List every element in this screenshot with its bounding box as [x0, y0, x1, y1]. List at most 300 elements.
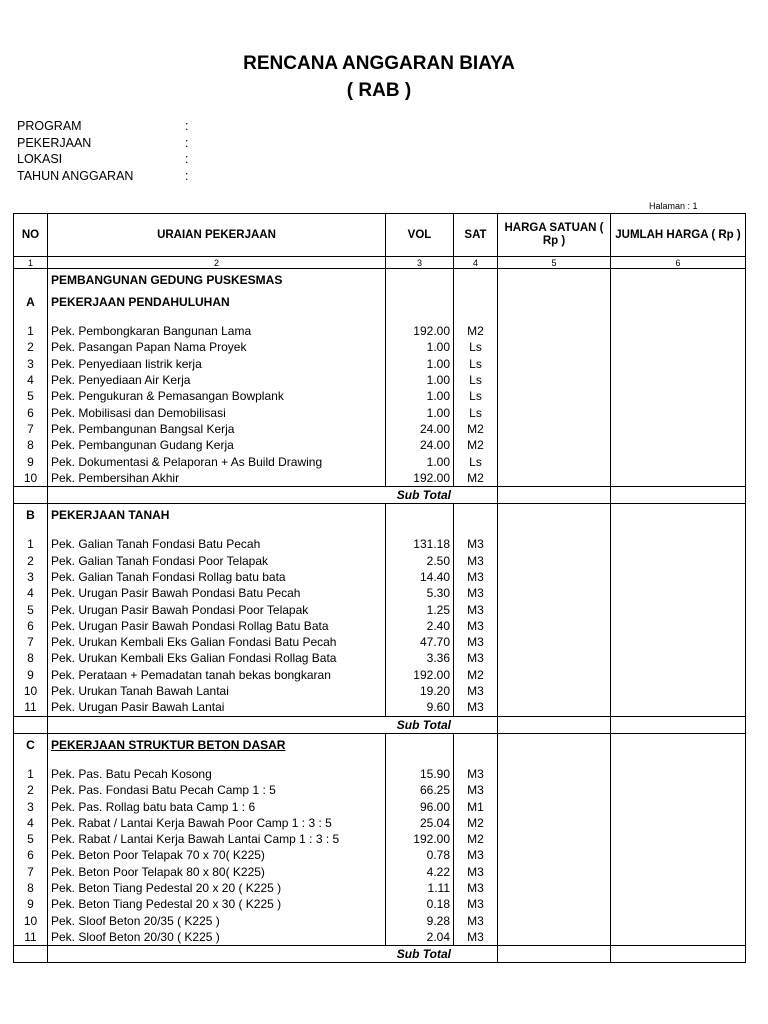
header-sat: SAT — [454, 214, 498, 257]
table-row — [14, 601, 746, 617]
rab-table — [13, 213, 746, 963]
item-description: Pek. Mobilisasi dan Demobilisasi — [48, 404, 386, 420]
empty-cell — [498, 504, 611, 527]
table-row — [14, 913, 746, 929]
item-volume: 192.00 — [386, 323, 454, 339]
item-jumlah-harga — [611, 880, 746, 896]
item-no: 7 — [14, 864, 48, 880]
item-volume: 3.36 — [386, 650, 454, 666]
item-description: Pek. Urukan Tanah Bawah Lantai — [48, 683, 386, 699]
section-code: C — [14, 733, 48, 756]
info-separator: : — [185, 119, 189, 133]
item-jumlah-harga — [611, 388, 746, 404]
header-no: NO — [14, 214, 48, 257]
empty-cell — [48, 526, 386, 536]
item-description: Pek. Pas. Rollag batu bata Camp 1 : 6 — [48, 798, 386, 814]
item-no: 10 — [14, 913, 48, 929]
item-jumlah-harga — [611, 798, 746, 814]
empty-cell — [454, 756, 498, 766]
empty-cell — [611, 504, 746, 527]
item-jumlah-harga — [611, 650, 746, 666]
subtotal-label: Sub Total — [48, 486, 498, 503]
spacer-row — [14, 526, 746, 536]
item-harga-satuan — [498, 388, 611, 404]
item-description: Pek. Pembangunan Bangsal Kerja — [48, 421, 386, 437]
item-unit: M3 — [454, 929, 498, 946]
empty-cell — [498, 756, 611, 766]
item-jumlah-harga — [611, 766, 746, 782]
item-volume: 9.28 — [386, 913, 454, 929]
item-description: Pek. Galian Tanah Fondasi Rollag batu bata — [48, 569, 386, 585]
item-unit: Ls — [454, 339, 498, 355]
item-unit: M3 — [454, 683, 498, 699]
table-row — [14, 864, 746, 880]
info-separator: : — [185, 152, 189, 166]
item-jumlah-harga — [611, 323, 746, 339]
empty-cell — [454, 504, 498, 527]
item-no: 4 — [14, 585, 48, 601]
item-no: 1 — [14, 766, 48, 782]
item-no: 2 — [14, 339, 48, 355]
section-header-row — [14, 733, 746, 756]
item-no: 7 — [14, 634, 48, 650]
item-harga-satuan — [498, 569, 611, 585]
item-description: Pek. Dokumentasi & Pelaporan + As Build Drawing — [48, 453, 386, 469]
item-harga-satuan — [498, 404, 611, 420]
empty-cell — [611, 756, 746, 766]
subtotal-row — [14, 716, 746, 733]
rab-table-body — [14, 214, 746, 963]
empty-cell — [386, 291, 454, 313]
item-unit: M1 — [454, 798, 498, 814]
item-no: 3 — [14, 356, 48, 372]
table-row — [14, 766, 746, 782]
item-description: Pek. Rabat / Lantai Kerja Bawah Poor Camp 1 : 3 : 5 — [48, 815, 386, 831]
item-volume: 24.00 — [386, 437, 454, 453]
item-harga-satuan — [498, 372, 611, 388]
item-description: Pek. Urukan Kembali Eks Galian Fondasi Batu Pecah — [48, 634, 386, 650]
table-row — [14, 536, 746, 552]
section-header-row — [14, 291, 746, 313]
item-description: Pek. Urugan Pasir Bawah Pondasi Batu Pecah — [48, 585, 386, 601]
item-unit: M3 — [454, 766, 498, 782]
table-row — [14, 388, 746, 404]
item-unit: M3 — [454, 699, 498, 716]
item-volume: 5.30 — [386, 585, 454, 601]
item-harga-satuan — [498, 356, 611, 372]
item-harga-satuan — [498, 470, 611, 487]
empty-cell — [386, 313, 454, 323]
item-volume: 0.18 — [386, 896, 454, 912]
table-row — [14, 683, 746, 699]
item-harga-satuan — [498, 766, 611, 782]
item-description: Pek. Rabat / Lantai Kerja Bawah Lantai Camp 1 : 3 : 5 — [48, 831, 386, 847]
item-description: Pek. Sloof Beton 20/30 ( K225 ) — [48, 929, 386, 946]
item-unit: Ls — [454, 356, 498, 372]
table-row — [14, 372, 746, 388]
item-no: 5 — [14, 601, 48, 617]
item-jumlah-harga — [611, 667, 746, 683]
empty-cell — [386, 526, 454, 536]
item-unit: Ls — [454, 404, 498, 420]
item-no: 1 — [14, 536, 48, 552]
item-description: Pek. Urugan Pasir Bawah Lantai — [48, 699, 386, 716]
item-no: 5 — [14, 831, 48, 847]
item-harga-satuan — [498, 618, 611, 634]
table-row — [14, 798, 746, 814]
table-row — [14, 585, 746, 601]
item-volume: 1.00 — [386, 372, 454, 388]
header-vol: VOL — [386, 214, 454, 257]
item-no: 3 — [14, 798, 48, 814]
item-jumlah-harga — [611, 470, 746, 487]
item-description: Pek. Pas. Batu Pecah Kosong — [48, 766, 386, 782]
table-row — [14, 470, 746, 487]
item-jumlah-harga — [611, 847, 746, 863]
header-uraian: URAIAN PEKERJAAN — [48, 214, 386, 257]
item-jumlah-harga — [611, 536, 746, 552]
item-harga-satuan — [498, 847, 611, 863]
empty-cell — [14, 486, 48, 503]
subtotal-jumlah-harga — [611, 946, 746, 963]
item-jumlah-harga — [611, 782, 746, 798]
item-description: Pek. Pembangunan Gudang Kerja — [48, 437, 386, 453]
item-unit: M2 — [454, 831, 498, 847]
item-harga-satuan — [498, 667, 611, 683]
item-harga-satuan — [498, 815, 611, 831]
info-label: PEKERJAAN — [17, 135, 92, 150]
section-title: PEKERJAAN STRUKTUR BETON DASAR — [48, 733, 386, 756]
empty-cell — [454, 313, 498, 323]
table-row — [14, 650, 746, 666]
item-unit: M2 — [454, 421, 498, 437]
item-no: 10 — [14, 683, 48, 699]
item-harga-satuan — [498, 421, 611, 437]
item-harga-satuan — [498, 913, 611, 929]
item-no: 1 — [14, 323, 48, 339]
column-number-row — [14, 257, 746, 269]
item-volume: 1.00 — [386, 339, 454, 355]
item-harga-satuan — [498, 553, 611, 569]
item-harga-satuan — [498, 339, 611, 355]
item-unit: M2 — [454, 437, 498, 453]
col-number: 2 — [48, 257, 386, 269]
spacer-row — [14, 756, 746, 766]
empty-cell — [386, 504, 454, 527]
col-number: 4 — [454, 257, 498, 269]
table-row — [14, 815, 746, 831]
info-label: TAHUN ANGGARAN — [17, 168, 134, 183]
item-description: Pek. Beton Poor Telapak 70 x 70( K225) — [48, 847, 386, 863]
section-title: PEKERJAAN PENDAHULUHAN — [48, 291, 386, 313]
info-row-tahun-anggaran — [17, 168, 195, 185]
table-row — [14, 831, 746, 847]
empty-cell — [454, 291, 498, 313]
item-volume: 24.00 — [386, 421, 454, 437]
subtotal-row — [14, 486, 746, 503]
item-jumlah-harga — [611, 356, 746, 372]
section-code: B — [14, 504, 48, 527]
table-row — [14, 667, 746, 683]
item-jumlah-harga — [611, 421, 746, 437]
item-unit: M2 — [454, 323, 498, 339]
item-no: 5 — [14, 388, 48, 404]
empty-cell — [454, 526, 498, 536]
empty-cell — [611, 313, 746, 323]
item-harga-satuan — [498, 601, 611, 617]
empty-cell — [48, 756, 386, 766]
item-unit: M3 — [454, 650, 498, 666]
item-unit: M3 — [454, 913, 498, 929]
item-unit: M2 — [454, 470, 498, 487]
empty-cell — [498, 291, 611, 313]
empty-cell — [14, 716, 48, 733]
info-label: PROGRAM — [17, 119, 82, 133]
item-harga-satuan — [498, 782, 611, 798]
item-harga-satuan — [498, 864, 611, 880]
item-jumlah-harga — [611, 831, 746, 847]
item-unit: Ls — [454, 388, 498, 404]
item-harga-satuan — [498, 585, 611, 601]
table-row — [14, 880, 746, 896]
item-jumlah-harga — [611, 585, 746, 601]
empty-cell — [611, 526, 746, 536]
item-unit: M3 — [454, 634, 498, 650]
project-title: PEMBANGUNAN GEDUNG PUSKESMAS — [48, 269, 386, 292]
table-row — [14, 356, 746, 372]
item-volume: 2.40 — [386, 618, 454, 634]
item-volume: 96.00 — [386, 798, 454, 814]
item-description: Pek. Penyediaan listrik kerja — [48, 356, 386, 372]
item-unit: M3 — [454, 553, 498, 569]
empty-cell — [498, 526, 611, 536]
item-jumlah-harga — [611, 437, 746, 453]
item-volume: 25.04 — [386, 815, 454, 831]
header-jumlah-harga: JUMLAH HARGA ( Rp ) — [611, 214, 746, 257]
item-jumlah-harga — [611, 864, 746, 880]
item-volume: 1.25 — [386, 601, 454, 617]
spacer-row — [14, 313, 746, 323]
item-no: 4 — [14, 372, 48, 388]
item-description: Pek. Pembersihan Akhir — [48, 470, 386, 487]
subtotal-harga-satuan — [498, 946, 611, 963]
table-row — [14, 699, 746, 716]
item-volume: 131.18 — [386, 536, 454, 552]
item-volume: 1.11 — [386, 880, 454, 896]
table-row — [14, 404, 746, 420]
item-no: 9 — [14, 667, 48, 683]
item-unit: M3 — [454, 585, 498, 601]
item-harga-satuan — [498, 929, 611, 946]
item-volume: 14.40 — [386, 569, 454, 585]
table-row — [14, 453, 746, 469]
empty-cell — [48, 313, 386, 323]
empty-cell — [14, 313, 48, 323]
item-harga-satuan — [498, 634, 611, 650]
item-harga-satuan — [498, 650, 611, 666]
item-jumlah-harga — [611, 929, 746, 946]
empty-cell — [386, 756, 454, 766]
item-unit: M3 — [454, 536, 498, 552]
item-no: 8 — [14, 437, 48, 453]
empty-cell — [611, 733, 746, 756]
item-description: Pek. Urugan Pasir Bawah Pondasi Rollag Batu Bata — [48, 618, 386, 634]
item-volume: 1.00 — [386, 453, 454, 469]
item-description: Pek. Beton Tiang Pedestal 20 x 20 ( K225 ) — [48, 880, 386, 896]
empty-cell — [611, 291, 746, 313]
empty-cell — [498, 313, 611, 323]
table-header-row — [14, 214, 746, 257]
item-volume: 0.78 — [386, 847, 454, 863]
info-row-lokasi — [17, 151, 195, 168]
item-description: Pek. Galian Tanah Fondasi Poor Telapak — [48, 553, 386, 569]
item-no: 6 — [14, 404, 48, 420]
table-row — [14, 437, 746, 453]
section-code: A — [14, 291, 48, 313]
table-row — [14, 847, 746, 863]
empty-cell — [498, 733, 611, 756]
item-jumlah-harga — [611, 913, 746, 929]
item-volume: 1.00 — [386, 356, 454, 372]
item-no: 6 — [14, 847, 48, 863]
item-volume: 1.00 — [386, 404, 454, 420]
info-row-program — [17, 118, 195, 135]
empty-cell — [14, 269, 48, 292]
item-jumlah-harga — [611, 453, 746, 469]
section-header-row — [14, 504, 746, 527]
item-no: 4 — [14, 815, 48, 831]
subtotal-harga-satuan — [498, 716, 611, 733]
item-description: Pek. Beton Poor Telapak 80 x 80( K225) — [48, 864, 386, 880]
item-unit: Ls — [454, 372, 498, 388]
item-jumlah-harga — [611, 569, 746, 585]
item-no: 11 — [14, 699, 48, 716]
table-row — [14, 323, 746, 339]
item-no: 7 — [14, 421, 48, 437]
subtotal-row — [14, 946, 746, 963]
item-unit: M3 — [454, 782, 498, 798]
item-volume: 66.25 — [386, 782, 454, 798]
table-row — [14, 929, 746, 946]
table-row — [14, 569, 746, 585]
info-label: LOKASI — [17, 152, 63, 166]
item-volume: 19.20 — [386, 683, 454, 699]
item-volume: 2.50 — [386, 553, 454, 569]
item-volume: 47.70 — [386, 634, 454, 650]
info-separator: : — [185, 135, 189, 150]
table-row — [14, 782, 746, 798]
empty-cell — [454, 733, 498, 756]
item-volume: 192.00 — [386, 831, 454, 847]
item-description: Pek. Perataan + Pemadatan tanah bekas bongkaran — [48, 667, 386, 683]
item-no: 3 — [14, 569, 48, 585]
project-title-row — [14, 269, 746, 292]
item-jumlah-harga — [611, 699, 746, 716]
item-unit: M2 — [454, 815, 498, 831]
col-number: 6 — [611, 257, 746, 269]
item-description: Pek. Galian Tanah Fondasi Batu Pecah — [48, 536, 386, 552]
item-no: 8 — [14, 650, 48, 666]
table-row — [14, 421, 746, 437]
item-description: Pek. Urukan Kembali Eks Galian Fondasi Rollag Bata — [48, 650, 386, 666]
item-description: Pek. Beton Tiang Pedestal 20 x 30 ( K225 ) — [48, 896, 386, 912]
subtotal-harga-satuan — [498, 486, 611, 503]
page-number: Halaman : 1 — [649, 201, 698, 211]
col-number: 5 — [498, 257, 611, 269]
item-no: 11 — [14, 929, 48, 946]
document-title: RENCANA ANGGARAN BIAYA — [243, 53, 515, 74]
item-volume: 4.22 — [386, 864, 454, 880]
item-no: 2 — [14, 782, 48, 798]
item-harga-satuan — [498, 683, 611, 699]
item-jumlah-harga — [611, 815, 746, 831]
item-no: 2 — [14, 553, 48, 569]
section-title: PEKERJAAN TANAH — [48, 504, 386, 527]
item-jumlah-harga — [611, 404, 746, 420]
item-description: Pek. Urugan Pasir Bawah Pondasi Poor Telapak — [48, 601, 386, 617]
item-jumlah-harga — [611, 372, 746, 388]
col-number: 1 — [14, 257, 48, 269]
item-harga-satuan — [498, 323, 611, 339]
item-jumlah-harga — [611, 896, 746, 912]
item-description: Pek. Pengukuran & Pemasangan Bowplank — [48, 388, 386, 404]
item-volume: 15.90 — [386, 766, 454, 782]
item-jumlah-harga — [611, 618, 746, 634]
table-row — [14, 896, 746, 912]
item-jumlah-harga — [611, 683, 746, 699]
item-unit: M3 — [454, 896, 498, 912]
item-unit: M3 — [454, 880, 498, 896]
table-row — [14, 553, 746, 569]
subtotal-jumlah-harga — [611, 486, 746, 503]
item-unit: M2 — [454, 667, 498, 683]
item-unit: Ls — [454, 453, 498, 469]
item-volume: 192.00 — [386, 667, 454, 683]
item-harga-satuan — [498, 880, 611, 896]
item-no: 9 — [14, 453, 48, 469]
item-description: Pek. Pas. Fondasi Batu Pecah Camp 1 : 5 — [48, 782, 386, 798]
item-volume: 9.60 — [386, 699, 454, 716]
item-no: 9 — [14, 896, 48, 912]
item-description: Pek. Sloof Beton 20/35 ( K225 ) — [48, 913, 386, 929]
item-description: Pek. Penyediaan Air Kerja — [48, 372, 386, 388]
item-harga-satuan — [498, 453, 611, 469]
empty-cell — [386, 733, 454, 756]
subtotal-label: Sub Total — [48, 946, 498, 963]
subtotal-jumlah-harga — [611, 716, 746, 733]
table-row — [14, 618, 746, 634]
item-no: 10 — [14, 470, 48, 487]
item-jumlah-harga — [611, 601, 746, 617]
info-row-pekerjaan — [17, 135, 195, 152]
item-volume: 1.00 — [386, 388, 454, 404]
item-unit: M3 — [454, 847, 498, 863]
subtotal-label: Sub Total — [48, 716, 498, 733]
item-unit: M3 — [454, 618, 498, 634]
document-subtitle: ( RAB ) — [346, 80, 412, 101]
item-no: 6 — [14, 618, 48, 634]
item-harga-satuan — [498, 798, 611, 814]
item-description: Pek. Pasangan Papan Nama Proyek — [48, 339, 386, 355]
item-harga-satuan — [498, 437, 611, 453]
info-separator: : — [185, 168, 189, 183]
item-jumlah-harga — [611, 553, 746, 569]
info-block — [17, 118, 195, 184]
item-volume: 2.04 — [386, 929, 454, 946]
item-harga-satuan — [498, 896, 611, 912]
table-row — [14, 634, 746, 650]
empty-cell — [14, 526, 48, 536]
